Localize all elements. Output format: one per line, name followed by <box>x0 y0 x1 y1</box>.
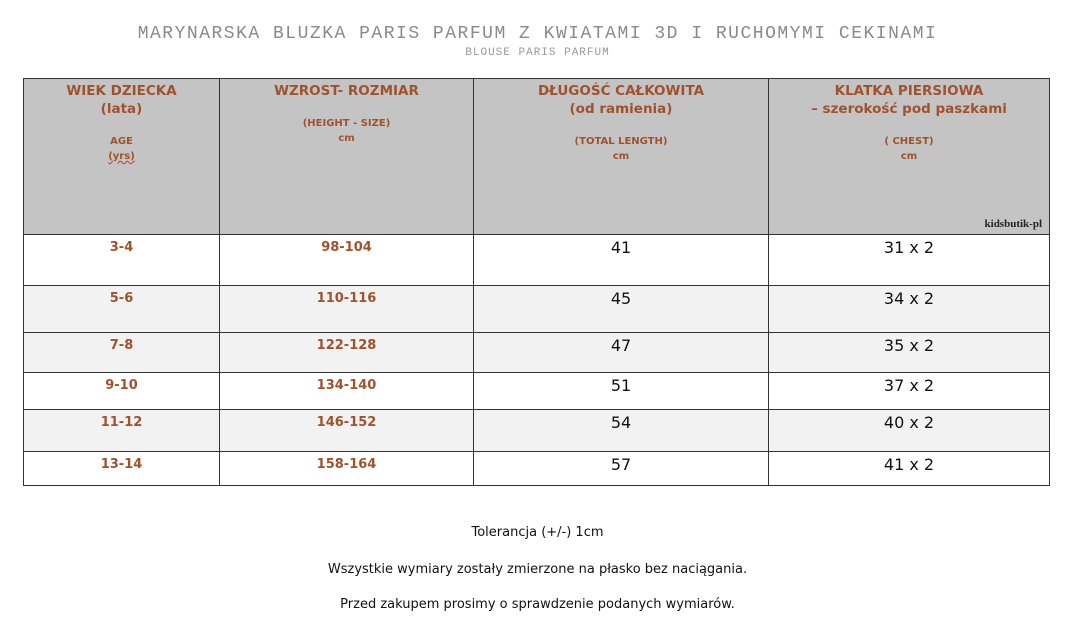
cell-length: 41 <box>474 235 769 286</box>
table-row <box>24 410 1050 452</box>
cell-height: 158-164 <box>220 452 474 486</box>
cell-age: 5-6 <box>24 286 220 333</box>
header-chest <box>769 79 1050 235</box>
cell-height: 134-140 <box>220 373 474 410</box>
cell-height: 146-152 <box>220 410 474 452</box>
table-row <box>24 373 1050 410</box>
table-row <box>24 235 1050 286</box>
brand-watermark: kidsbutik-pl <box>984 218 1042 230</box>
document-subtitle: BLOUSE PARIS PARFUM <box>465 47 610 59</box>
cell-chest: 40 x 2 <box>769 410 1050 452</box>
header-height-unit: cm <box>338 133 355 144</box>
note-measured: Wszystkie wymiary zostały zmierzone na płasko bez naciągania. <box>327 562 748 577</box>
table-row <box>24 452 1050 486</box>
cell-length: 57 <box>474 452 769 486</box>
header-length-unit: cm <box>612 151 630 162</box>
cell-height: 110-116 <box>220 286 474 333</box>
cell-age: 9-10 <box>24 373 220 410</box>
cell-height: 122-128 <box>220 333 474 373</box>
header-age-title: WIEK DZIECKA <box>66 83 177 99</box>
size-table <box>23 78 1050 486</box>
header-length-title: DŁUGOŚĆ CAŁKOWITA <box>537 83 705 99</box>
document-title: MARYNARSKA BLUZKA PARIS PARFUM Z KWIATAMI 3D I RUCHOMYMI CEKINAMI <box>137 24 938 44</box>
cell-chest: 37 x 2 <box>769 373 1050 410</box>
header-length-en: (TOTAL LENGTH) <box>574 136 668 147</box>
cell-length: 51 <box>474 373 769 410</box>
header-age-sub: (lata) <box>100 101 143 117</box>
cell-age: 7-8 <box>24 333 220 373</box>
cell-length: 45 <box>474 286 769 333</box>
cell-age: 13-14 <box>24 452 220 486</box>
header-chest-title: KLATKA PIERSIOWA <box>834 83 984 99</box>
note-check: Przed zakupem prosimy o sprawdzenie podanych wymiarów. <box>340 597 735 612</box>
header-age <box>24 79 220 235</box>
cell-length: 54 <box>474 410 769 452</box>
header-length-sub: (od ramienia) <box>569 101 673 117</box>
header-chest-sub: – szerokość pod paszkami <box>811 101 1007 117</box>
header-chest-unit: cm <box>900 151 918 162</box>
header-height-en: (HEIGHT - SIZE) <box>302 118 391 129</box>
cell-chest: 34 x 2 <box>769 286 1050 333</box>
table-header-row <box>24 79 1050 235</box>
header-chest-en: ( CHEST) <box>884 136 934 147</box>
table-row <box>24 286 1050 333</box>
cell-height: 98-104 <box>220 235 474 286</box>
header-age-unit: (yrs) <box>108 151 135 162</box>
table-row <box>24 333 1050 373</box>
header-height-title: WZROST- ROZMIAR <box>274 83 419 99</box>
cell-chest: 31 x 2 <box>769 235 1050 286</box>
header-length <box>474 79 769 235</box>
cell-chest: 41 x 2 <box>769 452 1050 486</box>
cell-age: 3-4 <box>24 235 220 286</box>
cell-age: 11-12 <box>24 410 220 452</box>
cell-length: 47 <box>474 333 769 373</box>
cell-chest: 35 x 2 <box>769 333 1050 373</box>
header-height <box>220 79 474 235</box>
header-age-en: AGE <box>110 136 133 147</box>
note-tolerance: Tolerancja (+/-) 1cm <box>471 525 604 540</box>
